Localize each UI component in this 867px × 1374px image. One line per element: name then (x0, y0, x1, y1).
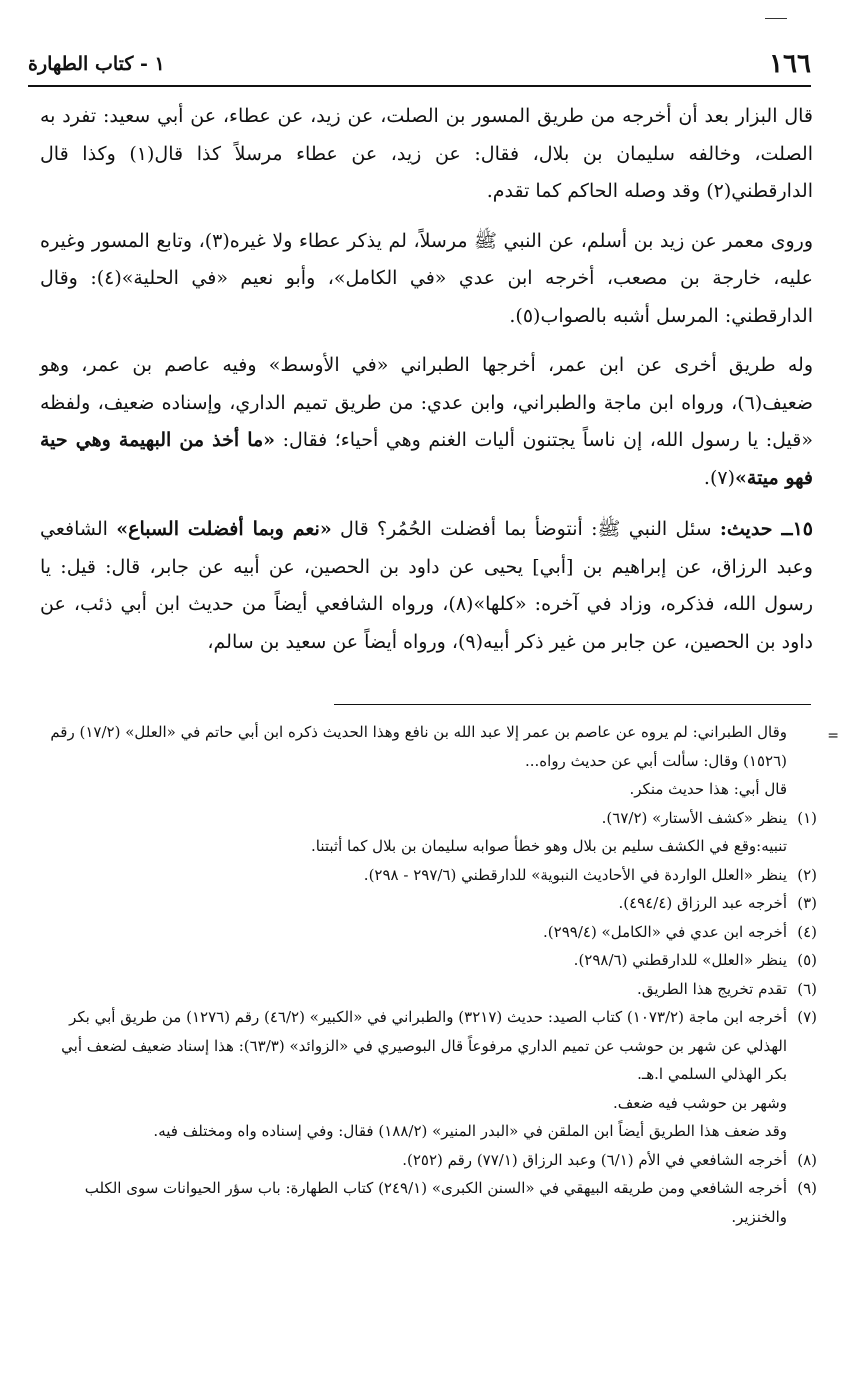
footnote-line: وشهر بن حوشب فيه ضعف. (613, 1093, 787, 1112)
footnote-line: وقد ضعف هذا الطريق أيضاً ابن الملقن في «البدر المنير» (١٨٨/٢) فقال: وفي إسناده واه ومختلف فيه. (153, 1122, 787, 1140)
footnote-number: (٦) (797, 979, 817, 998)
footnote-rule (334, 704, 811, 705)
continuation-mark: = (827, 728, 839, 744)
footnote-line: قال أبي: هذا حديث منكر. (629, 780, 787, 798)
footnote-number: (٧) (797, 1008, 817, 1026)
footnote-number: (٢) (797, 865, 817, 884)
footnote-number: (٥) (797, 951, 817, 969)
footnote-number: (٣) (797, 894, 817, 912)
footnote-line: وقال الطبراني: لم يروه عن عاصم بن عمر إلا عبد الله بن نافع وهذا الحديث ذكره ابن أبي حاتم في «العلل» (١٧/٢) رقم (١٥٢٦) وقال: سألت أبي عن حديث رواه... (50, 723, 787, 770)
running-title: ١ - كتاب الطهارة (28, 53, 165, 75)
hadith-15-text: سئل النبي ﷺ: أنتوضأ بما أفضلت الحُمُر؟ قال (331, 518, 720, 540)
footnote-list (40, 804, 817, 1232)
footnote-item (40, 804, 817, 861)
hadith-15-label: ١٥ــ حديث: (719, 518, 814, 540)
footnote-item (40, 861, 817, 890)
footnote-number: (٩) (797, 1179, 817, 1197)
paragraph-3-text: وله طريق أخرى عن ابن عمر، أخرجها الطبراني «في الأوسط» وفيه عاصم بن عمر، وهو ضعيف(٦)، ورواه ابن ماجة والطبراني، وابن عدي: من طريق تميم الداري، وإسناده ضعيف، ولفظه «قيل: يا رسول الله، إن ناساً يجتنون أليات الغنم وهي أحياء؛ فقال: (40, 354, 813, 451)
footnote-line: أخرجه عبد الرزاق (٤٩٤/٤). (618, 894, 787, 912)
footnote-item (40, 918, 817, 947)
hadith-15-quote: «نعم وبما أفضلت السباع» (116, 518, 332, 540)
footnote-line: تقدم تخريج هذا الطريق. (637, 979, 787, 998)
footnote-number: (٤) (797, 922, 817, 941)
footnotes (40, 718, 839, 1231)
hadith-15 (40, 511, 813, 661)
footnote-number: (١) (797, 808, 817, 827)
footnote-line: أخرجه ابن عدي في «الكامل» (٢٩٩/٤). (543, 922, 787, 941)
top-dash-mark (765, 18, 787, 19)
paragraph-2: وروى معمر عن زيد بن أسلم، عن النبي ﷺ مرسلاً، لم يذكر عطاء ولا غيره(٣)، وتابع المسور وغيره عليه، خارجة بن مصعب، أخرجه ابن عدي «في الكامل»، وأبو نعيم «في الحلية»(٤): وقال الدارقطني: المرسل أشبه بالصواب(٥). (40, 229, 813, 327)
paragraph-3-end: (٧). (703, 466, 736, 489)
footnote-line: أخرجه ابن ماجة (١٠٧٣/٢) كتاب الصيد: حديث (٣٢١٧) والطبراني في «الكبير» (٤٦/٢) رقم (١٢٧٦) من طريق أبي بكر الهذلي عن شهر بن حوشب عن تميم الداري مرفوعاً قال البوصيري في «الزوائد» (٦٣/٣): هذا إسناد ضعيف لضعف أبي بكر الهذلي السلمي ا.هـ. (61, 1008, 787, 1083)
footnote-item (40, 1146, 817, 1175)
footnote-line: ينظر «العلل الواردة في الأحاديث النبوية» للدارقطني (٢٩٧/٦ - ٢٩٨). (363, 865, 787, 884)
footnote-line: ينظر «العلل» للدارقطني (٢٩٨/٦). (573, 951, 787, 969)
footnote-continuation (40, 718, 839, 804)
footnote-line: تنبيه:وقع في الكشف سليم بن بلال وهو خطأ صوابه سليمان بن بلال كما أثبتنا. (311, 837, 787, 855)
footnote-item (40, 889, 817, 918)
hadith-15-rest: الشافعي وعبد الرزاق، عن إبراهيم بن [أبي] يحيى عن داود بن الحصين، عن أبيه عن جابر، قال: قيل: يا رسول الله، فذكره، وزاد في آخره: «كلها»(٨)، ورواه الشافعي أيضاً من حديث ابن أبي ذئب، عن داود بن الحصين، عن جابر من غير ذكر أبيه(٩)، ورواه أيضاً عن سعيد بن سالم، (40, 518, 814, 653)
header-rule (28, 85, 811, 87)
page-header (28, 46, 811, 82)
footnote-item (40, 946, 817, 975)
footnote-line: أخرجه الشافعي في الأم (٦/١) وعبد الرزاق (٧٧/١) رقم (٢٥٢). (402, 1150, 787, 1169)
footnote-number: (٨) (797, 1150, 817, 1169)
footnote-item (40, 975, 817, 1004)
page-number: ١٦٦ (769, 49, 811, 79)
paragraph-3 (40, 347, 813, 497)
footnote-line: أخرجه الشافعي ومن طريقه البيهقي في «السنن الكبرى» (٢٤٩/١) كتاب الطهارة: باب سؤر الحيوانات سوى الكلب والخنزير. (84, 1179, 787, 1226)
footnote-item (40, 1003, 817, 1146)
footnote-item (40, 1174, 817, 1231)
footnote-line: ينظر «كشف الأستار» (٦٧/٢). (601, 808, 787, 827)
paragraph-1: قال البزار بعد أن أخرجه من طريق المسور بن الصلت، عن زيد، عن عطاء، عن أبي سعيد: تفرد به الصلت، وخالفه سليمان بن بلال، فقال: عن زيد، عن عطاء مرسلاً كذا قال(١) وكذا قال الدارقطني(٢) وقد وصله الحاكم كما تقدم. (40, 105, 814, 202)
paragraph-3-hadith-quote: «ما أخذ من البهيمة وهي حية فهو ميتة» (40, 429, 813, 489)
main-text (40, 98, 813, 673)
